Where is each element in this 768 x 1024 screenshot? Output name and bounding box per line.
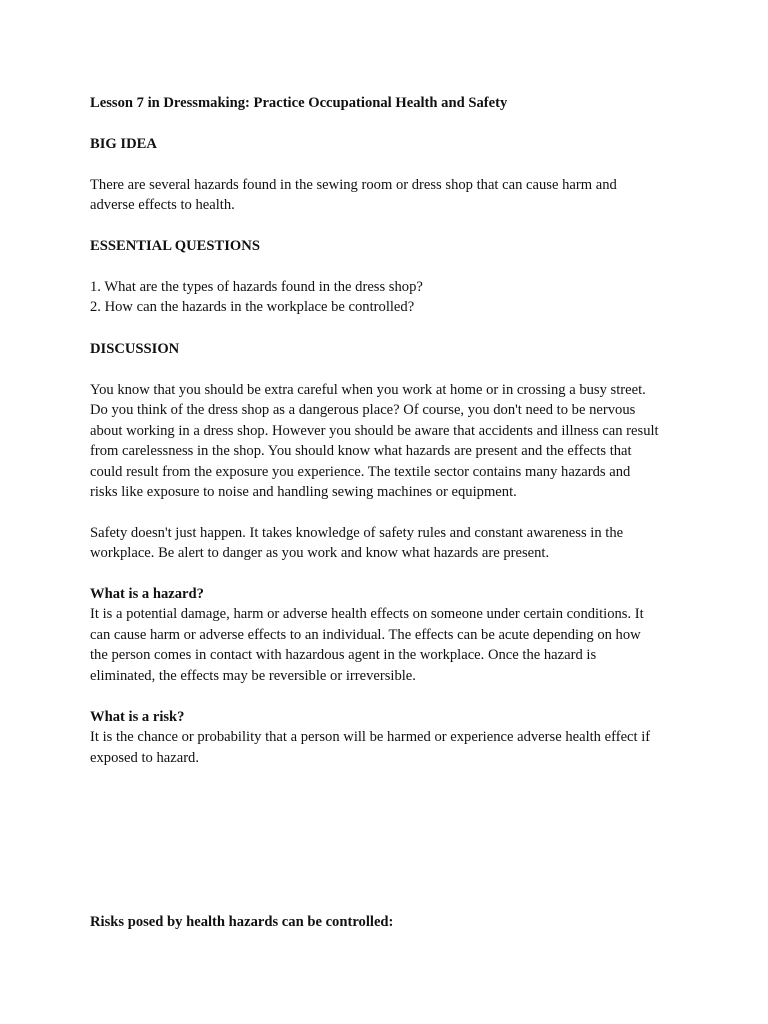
- risks-controlled-heading: Risks posed by health hazards can be controlled:: [90, 914, 394, 930]
- big-idea-heading: BIG IDEA: [90, 136, 157, 152]
- text-line: It is the chance or probability that a person will be harmed or experience adverse health effect if: [90, 729, 651, 746]
- hazard-heading: What is a hazard?: [90, 586, 204, 602]
- hazard-section: [90, 584, 690, 686]
- text-line: the person comes in contact with hazardous agent in the workplace. Once the hazard is: [90, 647, 597, 664]
- text-line: There are several hazards found in the sewing room or dress shop that can cause harm and: [90, 177, 617, 193]
- text-line: can cause harm or adverse effects to an individual. The effects can be acute depending on how: [90, 626, 641, 643]
- risk-section: [90, 707, 690, 768]
- essential-questions-heading: ESSENTIAL QUESTIONS: [90, 238, 260, 254]
- text-line: eliminated, the effects may be reversible or irreversible.: [90, 667, 416, 684]
- big-idea-text: [90, 175, 690, 216]
- discussion-paragraph-2: [90, 523, 690, 564]
- text-line: risks like exposure to noise and handling sewing machines or equipment.: [90, 484, 517, 501]
- text-line: from carelessness in the shop. You should know what hazards are present and the effects that: [90, 443, 632, 460]
- document-title: Lesson 7 in Dressmaking: Practice Occupational Health and Safety: [90, 95, 508, 111]
- text-line: about working in a dress shop. However you should be aware that accidents and illness can result: [90, 422, 659, 439]
- text-line: Safety doesn't just happen. It takes knowledge of safety rules and constant awareness in the: [90, 525, 624, 541]
- text-line: exposed to hazard.: [90, 749, 200, 766]
- discussion-heading: DISCUSSION: [90, 341, 180, 357]
- text-line: could result from the exposure you experience. The textile sector contains many hazards and: [90, 463, 631, 480]
- text-line: adverse effects to health.: [90, 197, 235, 214]
- essential-questions-list: [90, 277, 690, 318]
- discussion-paragraph-1: [90, 380, 690, 502]
- text-line: workplace. Be alert to danger as you work and know what hazards are present.: [90, 545, 550, 562]
- text-line: Do you think of the dress shop as a dangerous place? Of course, you don't need to be nervous: [90, 402, 636, 419]
- text-line: It is a potential damage, harm or adverse health effects on someone under certain conditions. It: [90, 606, 644, 623]
- risk-heading: What is a risk?: [90, 709, 185, 725]
- question-item: 1. What are the types of hazards found in the dress shop?: [90, 279, 423, 295]
- question-item: 2. How can the hazards in the workplace be controlled?: [90, 299, 415, 316]
- text-line: You know that you should be extra careful when you work at home or in crossing a busy street.: [90, 382, 646, 398]
